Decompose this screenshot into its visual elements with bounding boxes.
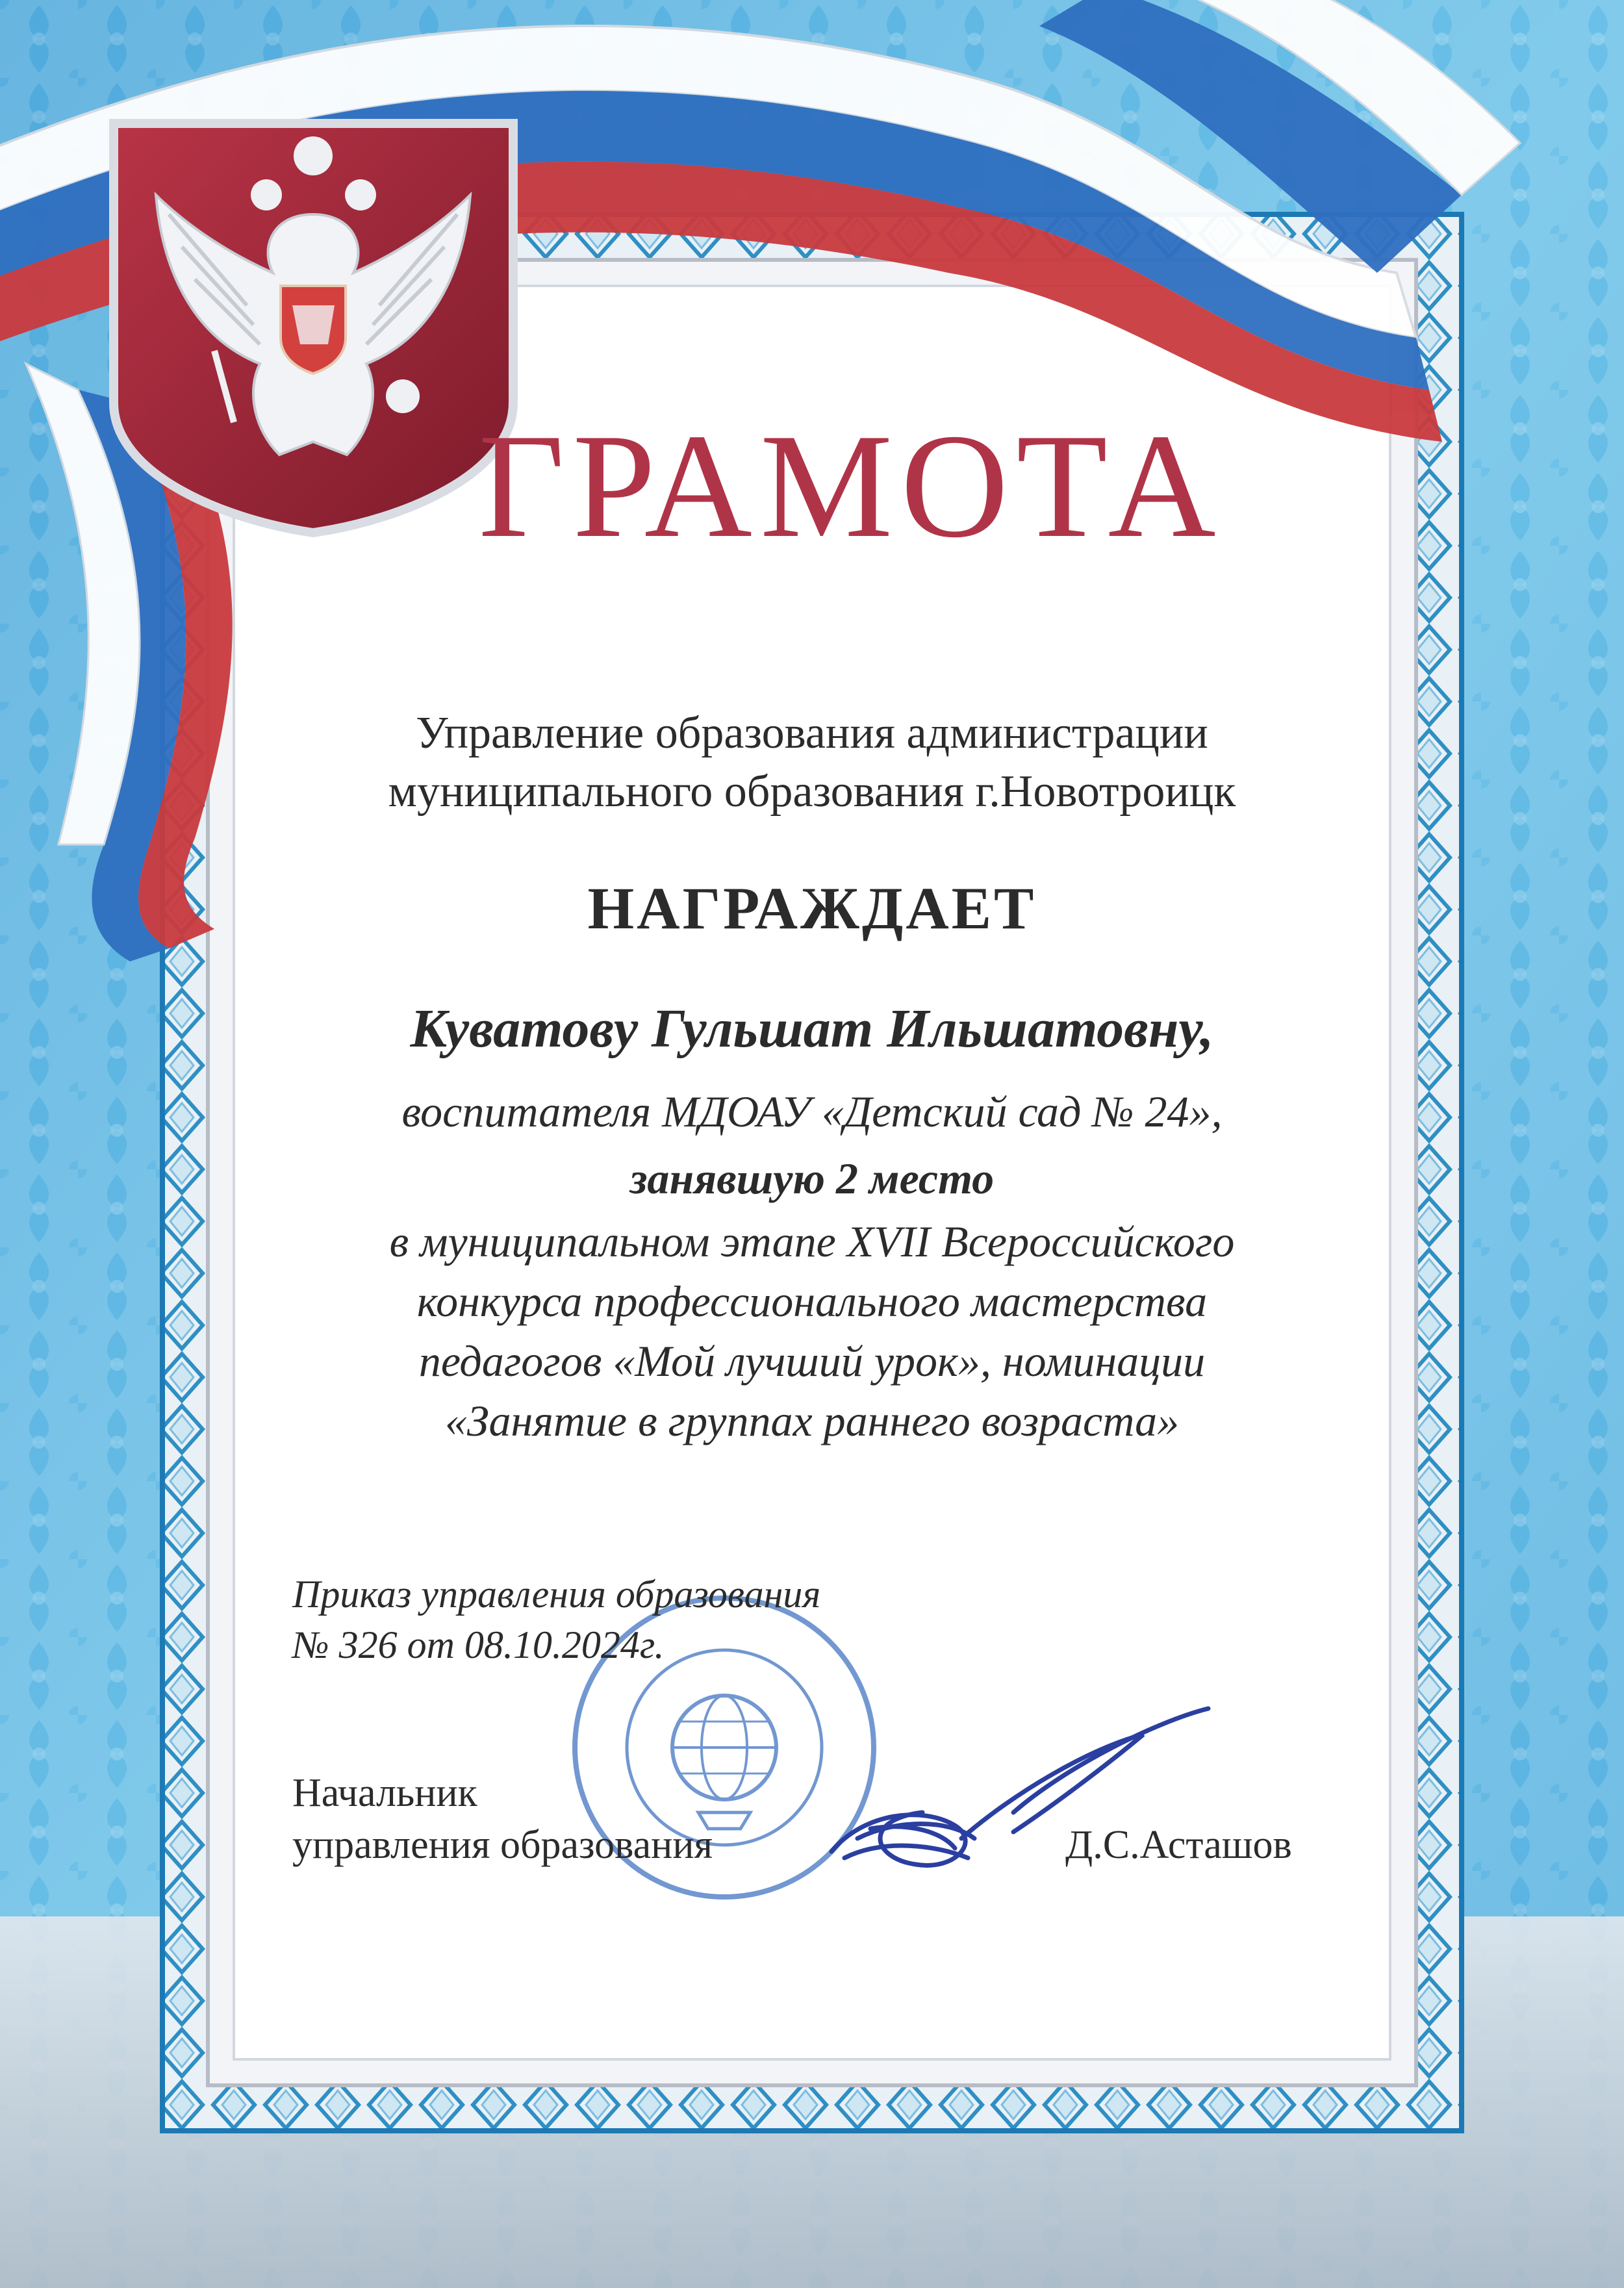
- issuer-line-1: Управление образования администрации: [416, 708, 1208, 758]
- signatory-name: Д.С.Асташов: [1065, 1823, 1292, 1867]
- contest-line-3: педагогов «Мой лучший урок», номинации: [418, 1336, 1206, 1386]
- order-line-1: Приказ управления образования: [292, 1573, 821, 1616]
- place-line: занявшую 2 место: [629, 1154, 995, 1203]
- awardee-name: Куватову Гульшат Ильшатовну,: [410, 998, 1214, 1059]
- double-headed-eagle-emblem: [114, 123, 513, 533]
- contest-line-1: в муниципальном этапе XVII Всероссийского: [389, 1217, 1235, 1266]
- signatory-title-2: управления образования: [292, 1823, 713, 1867]
- signatory-title-1: Начальник: [292, 1771, 477, 1815]
- title-graphic: ГРАМОТА: [478, 403, 1224, 568]
- order-line-2: № 326 от 08.10.2024г.: [292, 1623, 665, 1666]
- award-heading: НАГРАЖДАЕТ: [587, 875, 1037, 941]
- contest-line-2: конкурса профессионального мастерства: [416, 1277, 1208, 1326]
- issuer-line-2: муниципального образования г.Новотроицк: [388, 767, 1236, 817]
- awardee-position: воспитателя МДОАУ «Детский сад № 24»,: [401, 1087, 1223, 1136]
- contest-line-4: «Занятие в группах раннего возраста»: [444, 1396, 1180, 1445]
